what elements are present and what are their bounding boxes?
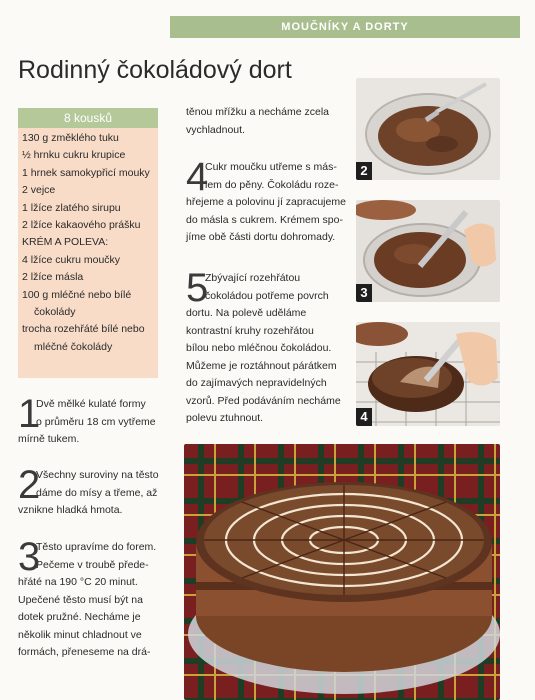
step-text-line: dotek pružné. Necháme je bbox=[18, 611, 141, 623]
ingredient-item: 1 hrnek samokypřicí mouky bbox=[22, 166, 150, 179]
step-text-line: Cukr moučku utřeme s más- bbox=[205, 161, 337, 173]
step-text-line: Těsto upravíme do forem. bbox=[36, 541, 157, 553]
step-3 bbox=[18, 535, 168, 662]
ingredient-item: 2 lžíce másla bbox=[22, 271, 84, 284]
step-number: 5 bbox=[186, 266, 209, 310]
finished-cake-image bbox=[184, 444, 500, 700]
step-text-line: vznikne hladká hmota. bbox=[18, 504, 123, 516]
ingredient-item: mléčné čokolády bbox=[34, 340, 113, 353]
ingredient-item: čokolády bbox=[34, 306, 76, 319]
ingredient-item: 2 lžíce kakaového prášku bbox=[22, 219, 141, 232]
ingredient-subheading: KRÉM A POLEVA: bbox=[22, 236, 109, 249]
step-text-line: polevu ztuhnout. bbox=[186, 412, 264, 424]
step-text-line: Zbývající rozehřátou bbox=[205, 272, 301, 284]
step-text-line: vzorů. Před podáváním necháme bbox=[186, 394, 341, 407]
recipe-title: Rodinný čokoládový dort bbox=[18, 56, 292, 84]
ingredient-item: 130 g změklého tuku bbox=[22, 132, 119, 144]
step-text-line: formách, přeneseme na drá- bbox=[18, 646, 151, 658]
step-text-line: o průměru 18 cm vytřeme bbox=[36, 415, 156, 428]
step-number: 4 bbox=[186, 155, 209, 199]
step-text-line: vychladnout. bbox=[186, 123, 245, 136]
step-text-line: mírně tukem. bbox=[18, 433, 80, 445]
step-5 bbox=[186, 266, 354, 428]
step-text-line: Můžeme je roztáhnout párátkem bbox=[186, 359, 337, 372]
step-text-line: několik minut chladnout ve bbox=[18, 628, 142, 641]
ingredient-item: 100 g mléčné nebo bílé bbox=[22, 288, 132, 301]
ingredient-item: ½ hrnku cukru krupice bbox=[22, 149, 126, 162]
step-text-line: Všechny suroviny na těsto bbox=[36, 469, 159, 481]
spreading-cream-image bbox=[356, 200, 500, 302]
ingredient-item: 1 lžíce zlatého sirupu bbox=[22, 201, 121, 214]
ingredient-item: trocha rozehřáté bílé nebo bbox=[22, 323, 145, 336]
step-4 bbox=[186, 155, 354, 247]
section-header: MOUČNÍKY A DORTY bbox=[281, 21, 409, 33]
step-number: 2 bbox=[18, 463, 41, 507]
step-text-line: kontrastní kruhy rozehřátou bbox=[186, 324, 314, 337]
servings-heading: 8 kousků bbox=[18, 108, 158, 128]
step-text-line: Dvě mělké kulaté formy bbox=[36, 398, 146, 410]
photo-step-4 bbox=[356, 322, 500, 426]
ingredient-item: 2 vejce bbox=[22, 184, 56, 197]
step-text-line: lem do pěny. Čokoládu roze- bbox=[205, 178, 339, 191]
step-text-line: jíme obě části dortu dohromady. bbox=[186, 231, 336, 243]
step-number: 1 bbox=[18, 392, 41, 436]
photo-step-2 bbox=[356, 78, 500, 180]
photo-step-3 bbox=[356, 200, 500, 302]
step-badge: 2 bbox=[356, 162, 372, 180]
step-text-line: hřejeme a polovinu jí zapracujeme bbox=[186, 196, 346, 208]
step-text-line: bílou nebo mléčnou čokoládou. bbox=[186, 342, 332, 354]
step-number: 3 bbox=[18, 535, 41, 579]
ingredient-item: 4 lžíce cukru moučky bbox=[22, 253, 121, 266]
step-badge: 3 bbox=[356, 284, 372, 302]
finished-cake-photo bbox=[184, 444, 500, 700]
step-1 bbox=[18, 392, 168, 449]
step-text-line: Pečeme v troubě přede- bbox=[36, 558, 149, 571]
step-text-line: do zajímavých nepravidelných bbox=[186, 377, 327, 389]
step-text-line: dáme do mísy a třeme, až bbox=[36, 486, 158, 499]
step-text-line: čokoládou potřeme povrch bbox=[205, 289, 329, 302]
step-text-line: těnou mřížku a necháme zcela bbox=[186, 106, 329, 118]
step-badge: 4 bbox=[356, 408, 372, 426]
step-3-continued bbox=[186, 104, 354, 139]
step-text-line: dortu. Na polevě uděláme bbox=[186, 307, 307, 319]
step-text-line: do másla s cukrem. Krémem spo- bbox=[186, 213, 343, 226]
step-text-line: Upečené těsto musí být na bbox=[18, 593, 143, 606]
step-2 bbox=[18, 463, 168, 520]
ingredient-list bbox=[22, 130, 158, 356]
bowl-cream-image bbox=[356, 78, 500, 180]
chocolate-topping-image bbox=[356, 322, 500, 426]
step-text-line: hřáté na 190 °C 20 minut. bbox=[18, 576, 138, 588]
